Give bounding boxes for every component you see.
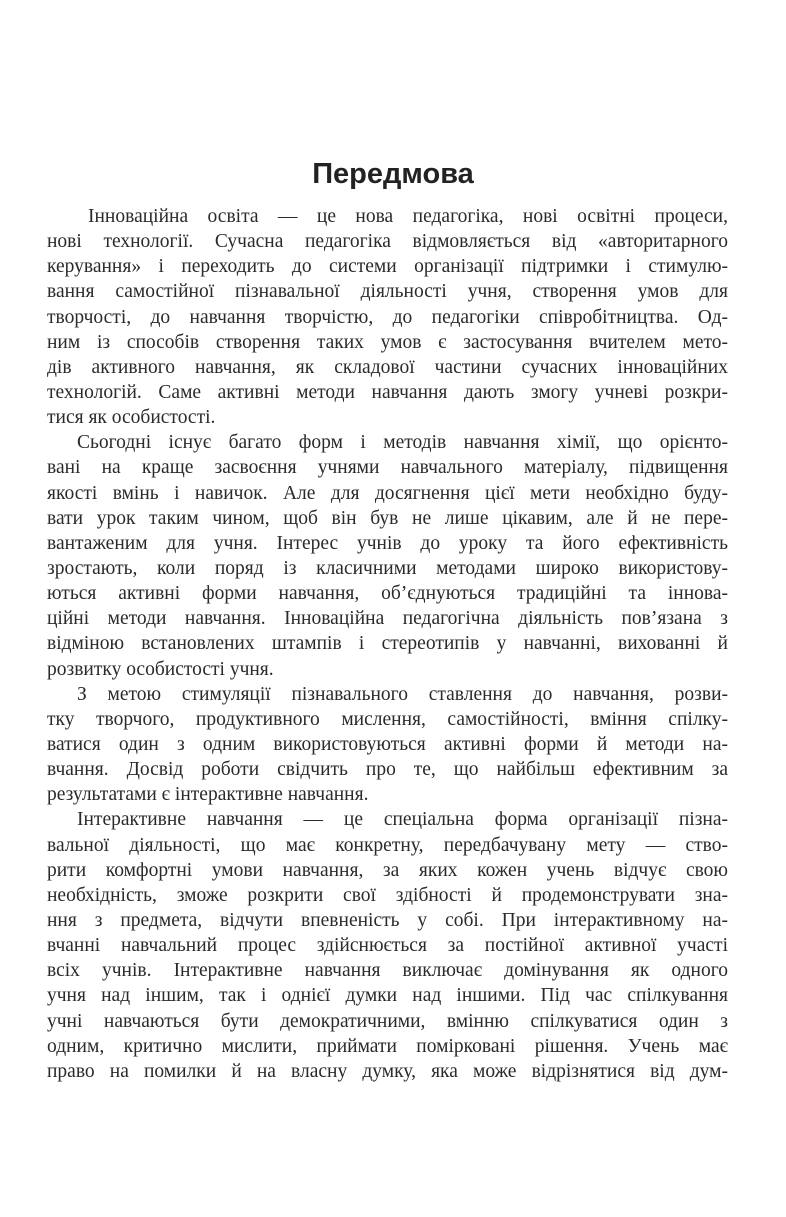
text-line: необхідність, зможе розкрити свої здібності й продемонструвати зна- [47,884,728,906]
text-line: право на помилки й на власну думку, яка може відрізнятися від дум- [47,1060,728,1082]
text-line: ння з предмета, відчути впевненість у собі. При інтерактивному на- [47,909,728,931]
page-title: Передмова [312,158,474,190]
text-line: Інтерактивне навчання — це спеціальна форма організації пізна- [77,809,728,831]
text-line: вати урок таким чином, щоб він був не лише цікавим, але й не пере- [47,507,728,529]
text-line: ватися один з одним використовуються активні форми й методи на- [47,733,728,755]
text-line: ним із способів створення таких умов є застосування вчителем мето- [47,331,728,353]
text-line: якості вмінь і навичок. Але для досягнення цієї мети необхідно буду- [47,482,728,504]
text-line: Інноваційна освіта — це нова педагогіка, нові освітні процеси, [88,206,728,227]
text-line: результатами є інтерактивне навчання. [47,784,369,806]
body-text [47,204,728,1084]
text-line: тку творчого, продуктивного мислення, самостійності, вміння спілку- [47,708,728,730]
text-line: З метою стимуляції пізнавального ставлення до навчання, розви- [77,683,728,705]
text-line: творчості, до навчання творчістю, до педагогіки співробітництва. Од- [47,306,728,328]
text-line: одним, критично мислити, приймати помірковані рішення. Учень має [47,1035,728,1057]
text-line: вальної діяльності, що має конкретну, передбачувану мету — ство- [47,834,728,856]
paragraph [47,430,728,681]
text-line: зростають, коли поряд із класичними методами широко використову- [47,557,728,579]
paragraph [47,204,728,430]
paragraph [47,682,728,808]
text-line: нові технології. Сучасна педагогіка відмовляється від «авторитарного [47,231,728,253]
text-line: ційні методи навчання. Інноваційна педагогічна діяльність пов’язана з [47,608,728,630]
text-line: технологій. Саме активні методи навчання дають змогу учневі розкри- [47,381,728,403]
text-line: дів активного навчання, як складової частини сучасних інноваційних [47,356,728,378]
paragraph [47,807,728,1084]
text-line: керування» і переходить до системи організації підтримки і стимулю- [47,256,728,278]
text-line: всіх учнів. Інтерактивне навчання виключає домінування як одного [47,960,728,982]
text-line: відміною встановлених штампів і стереотипів у навчанні, вихованні й [47,633,728,655]
text-line: вані на краще засвоєння учнями навчального матеріалу, підвищення [47,457,728,479]
text-line: вантаженим для учня. Інтерес учнів до уроку та його ефективність [47,532,728,554]
text-line: учні навчаються бути демократичними, вмінню спілкуватися один з [47,1010,728,1032]
text-line: розвитку особистості учня. [47,658,274,680]
text-line: тися як особистості. [47,407,216,429]
text-line: вання самостійної пізнавальної діяльності учня, створення умов для [47,281,728,303]
text-line: вчанні навчальний процес здійснюється за постійної активної участі [47,935,728,957]
text-line: Сьогодні існує багато форм і методів навчання хімії, що орієнто- [77,432,728,454]
text-line: вчання. Досвід роботи свідчить про те, що найбільш ефективним за [47,759,728,781]
text-line: учня над іншим, так і однієї думки над іншими. Під час спілкування [47,985,728,1007]
text-line: рити комфортні умови навчання, за яких кожен учень відчує свою [47,859,728,881]
text-line: ються активні форми навчання, об’єднуються традиційні та іннова- [47,583,728,605]
